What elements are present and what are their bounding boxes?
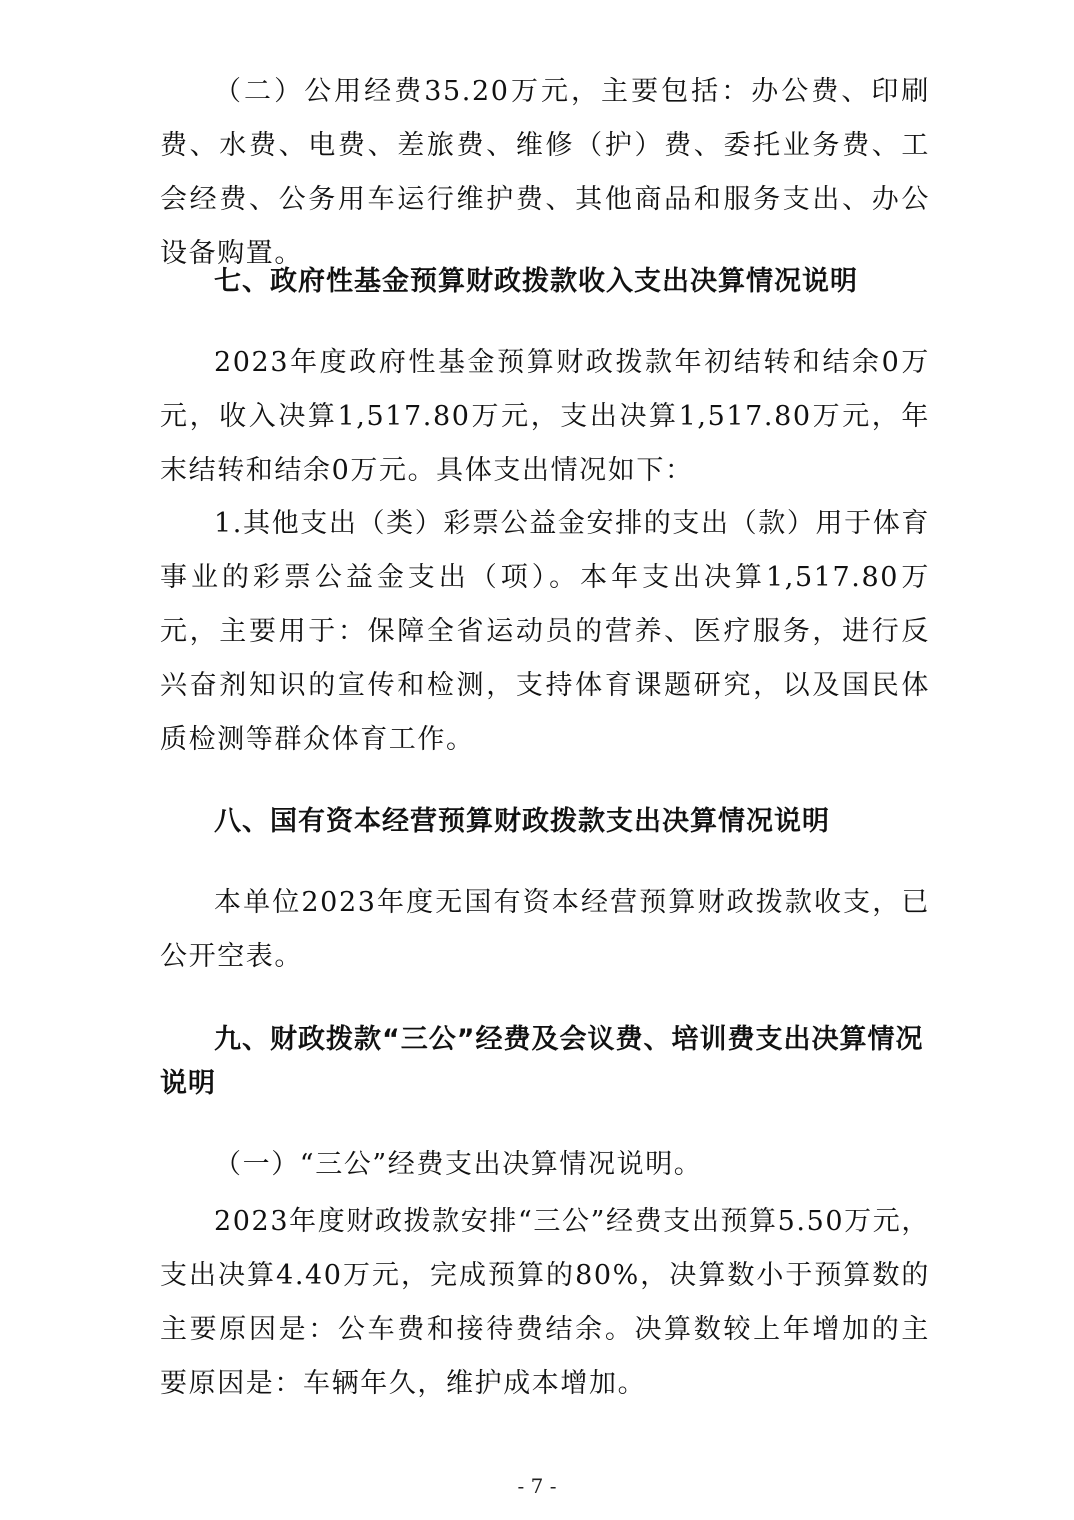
sub-heading-three-public: （一）“三公”经费支出决算情况说明。 bbox=[214, 1149, 703, 1180]
paragraph-state-capital-empty: 本单位2023年度无国有资本经营预算财政拨款收支，已公开空表。 bbox=[160, 887, 930, 972]
paragraph-fund-budget-summary: 2023年度政府性基金预算财政拨款年初结转和结余0万元，收入决算1,517.80万元，支出决算1,517.80万元，年末结转和结余0万元。具体支出情况如下： bbox=[160, 347, 930, 486]
section-heading-7: 七、政府性基金预算财政拨款收入支出决算情况说明 bbox=[214, 266, 858, 297]
paragraph-lottery-fund-detail: 1.其他支出（类）彩票公益金安排的支出（款）用于体育事业的彩票公益金支出（项）。本年支出决算1,517.80万元，主要用于：保障全省运动员的营养、医疗服务，进行反兴奋剂知识的宣传和检测，支持体育课题研究，以及国民体质检测等群众体育工作。 bbox=[160, 508, 930, 755]
section-heading-8: 八、国有资本经营预算财政拨款支出决算情况说明 bbox=[214, 806, 830, 837]
page-number: - 7 - bbox=[517, 1474, 557, 1498]
paragraph-three-public-expenses: 2023年度财政拨款安排“三公”经费支出预算5.50万元，支出决算4.40万元，完成预算的80%，决算数小于预算数的主要原因是：公车费和接待费结余。决算数较上年增加的主要原因是：车辆年久，维护成本增加。 bbox=[160, 1206, 930, 1399]
paragraph-public-expenses: （二）公用经费35.20万元，主要包括：办公费、印刷费、水费、电费、差旅费、维修（护）费、委托业务费、工会经费、公务用车运行维护费、其他商品和服务支出、办公设备购置。 bbox=[160, 76, 930, 269]
section-heading-9: 九、财政拨款“三公”经费及会议费、培训费支出决算情况说明 bbox=[160, 1024, 924, 1099]
